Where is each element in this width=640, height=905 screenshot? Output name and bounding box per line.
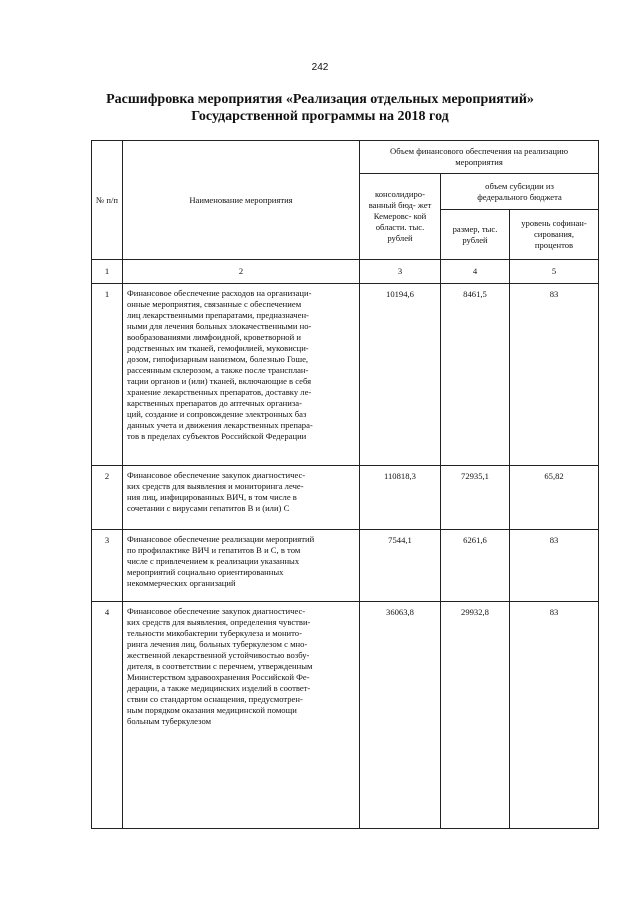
table-row <box>92 466 599 530</box>
text-line: мероприятий социально ориентированных <box>127 567 284 577</box>
text-line: числе с привлечением к реализации указанных <box>127 556 300 566</box>
text-line: вообразованиями лимфоидной, кроветворной и <box>127 332 301 342</box>
text-line: лиц лекарственными препаратами, предназначен- <box>127 310 309 320</box>
text-line: ких средств для выявления, определения чувстви- <box>127 617 311 627</box>
cofinancing-level-value: 83 <box>510 530 599 602</box>
text-line: Министерством здравоохранения Российской Фе- <box>127 672 310 682</box>
text-line: сочетании с вирусами гепатитов В и (или) С <box>127 503 290 513</box>
text-line: дозом, гипофизарным нанизмом, болезнью Гоше, <box>127 354 309 364</box>
text-line: ринга лечения лиц, больных туберкулезом с мно- <box>127 639 308 649</box>
text-line: Финансовое обеспечение расходов на организаци- <box>127 288 312 298</box>
text-line: рассеянным склерозом, а также после трансплан- <box>127 365 309 375</box>
text-line: некоммерческих организаций <box>127 578 236 588</box>
cofinancing-level-value: 83 <box>510 284 599 466</box>
subsidy-amount-value: 8461,5 <box>441 284 510 466</box>
title-line-1: Расшифровка мероприятия «Реализация отдельных мероприятий» <box>106 92 534 107</box>
col-number-1: 1 <box>92 260 123 284</box>
text-line: тов в пределах субъектов Российской Федерации <box>127 431 307 441</box>
text-line: тельности микобактерии туберкулеза и монито- <box>127 628 302 638</box>
document-title <box>60 91 580 125</box>
subsidy-amount-value: 6261,6 <box>441 530 510 602</box>
text-line: ным порядком оказания медицинской помощи <box>127 705 297 715</box>
text-line: больным туберкулезом <box>127 716 212 726</box>
text-line: родственных им тканей, гемофилией, муковисци- <box>127 343 309 353</box>
col-number-4: 4 <box>441 260 510 284</box>
table-row <box>92 530 599 602</box>
col-number-2: 2 <box>123 260 360 284</box>
text-line: ния лиц, инфицированных ВИЧ, в том числе в <box>127 492 297 502</box>
text-line: Финансовое обеспечение реализации мероприятий <box>127 534 315 544</box>
row-number: 3 <box>92 530 123 602</box>
row-number: 4 <box>92 602 123 829</box>
header-consolidated-budget: консолидиро- ванный бюд- жет Кемеровс- кой области. тыс. рублей <box>360 174 441 260</box>
text-line: по профилактике ВИЧ и гепатитов В и С, в том <box>127 545 301 555</box>
subsidy-amount-value: 29932,8 <box>441 602 510 829</box>
text-line: дерации, а также медицинских изделий в соответ- <box>127 683 311 693</box>
text-line: ными для лечения больных злокачественными но- <box>127 321 312 331</box>
subsidy-amount-value: 72935,1 <box>441 466 510 530</box>
page-number: 242 <box>311 62 329 73</box>
text-line: тации органов и (или) тканей, включающие в себя <box>127 376 312 386</box>
funding-table <box>91 140 599 829</box>
header-num: № п/п <box>92 141 123 260</box>
measure-name <box>123 466 360 530</box>
text-line: ствии со стандартом оснащения, предусмотрен- <box>127 694 303 704</box>
row-number: 1 <box>92 284 123 466</box>
consolidated-budget-value: 110818,3 <box>360 466 441 530</box>
consolidated-budget-value: 10194,6 <box>360 284 441 466</box>
text-line: дителя, в соответствии с перечнем, утвержденным <box>127 661 313 671</box>
text-line: онные мероприятия, связанные с обеспечением <box>127 299 302 309</box>
consolidated-budget-value: 36063,8 <box>360 602 441 829</box>
text-line: карственных препаратов до аптечных организа- <box>127 398 302 408</box>
measure-name <box>123 602 360 829</box>
header-amount: размер, тыс. рублей <box>441 210 510 260</box>
col-number-5: 5 <box>510 260 599 284</box>
measure-name <box>123 284 360 466</box>
table-row <box>92 284 599 466</box>
consolidated-budget-value: 7544,1 <box>360 530 441 602</box>
text-line: хранение лекарственных препаратов, доставку ле- <box>127 387 312 397</box>
cofinancing-level-value: 65,82 <box>510 466 599 530</box>
text-line: Финансовое обеспечение закупок диагностичес- <box>127 606 306 616</box>
text-line: ких средств для выявления и мониторинга лече- <box>127 481 304 491</box>
header-name: Наименование мероприятия <box>123 141 360 260</box>
cofinancing-level-value: 83 <box>510 602 599 829</box>
text-line: ций, создание и сопровождение электронных баз <box>127 409 307 419</box>
measure-name <box>123 530 360 602</box>
text-line: жественной лекарственной устойчивостью возбу- <box>127 650 310 660</box>
header-funding-volume: Объем финансового обеспечения на реализацию мероприятия <box>360 141 599 174</box>
text-line: данных учета и движения лекарственных препара- <box>127 420 313 430</box>
row-number: 2 <box>92 466 123 530</box>
header-cofinancing-level: уровень софинан- сирования, процентов <box>510 210 599 260</box>
col-number-3: 3 <box>360 260 441 284</box>
table-row <box>92 602 599 829</box>
text-line: Финансовое обеспечение закупок диагностичес- <box>127 470 306 480</box>
title-line-2: Государственной программы на 2018 год <box>191 109 449 124</box>
header-federal-subsidy: объем субсидии из федерального бюджета <box>441 174 599 210</box>
